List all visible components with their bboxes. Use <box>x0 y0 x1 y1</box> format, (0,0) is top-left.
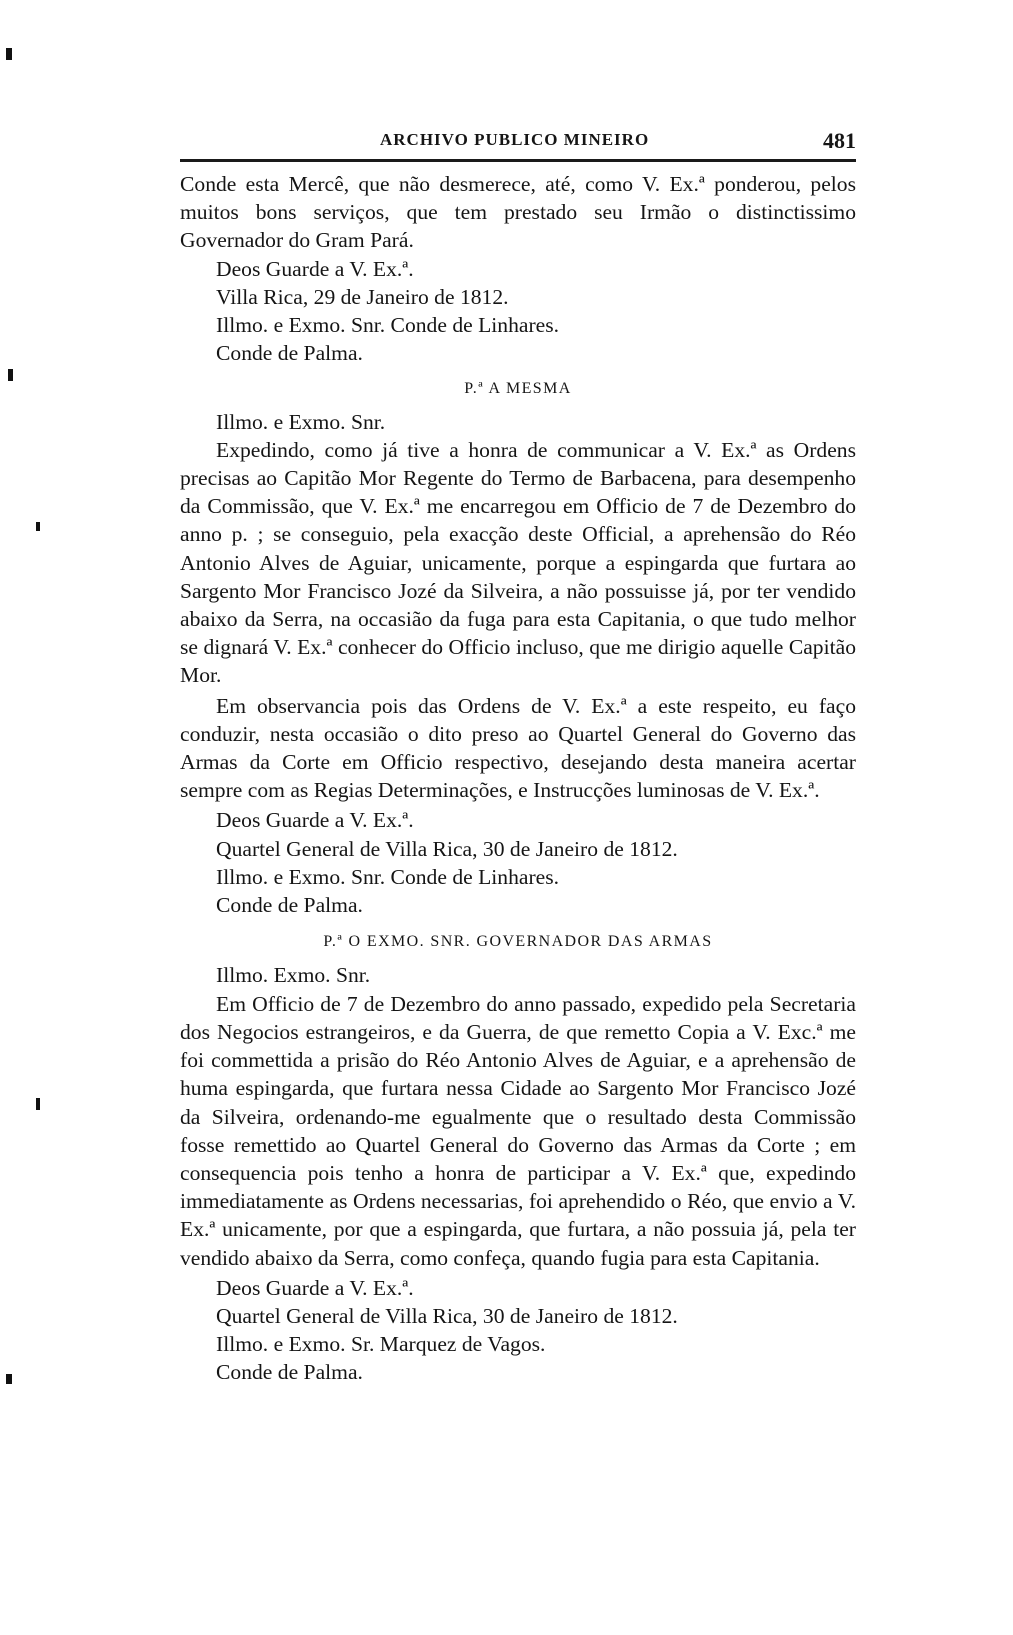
letter-2-place-date: Quartel General de Villa Rica, 30 de Janeiro de 1812. <box>216 836 678 861</box>
margin-mark-5 <box>6 1374 12 1384</box>
letter-2-paragraph-1: Expedindo, como já tive a honra de communicar a V. Ex.ª as Ordens precisas ao Capitão Mor Regente do Termo de Barbacena, para desempenho da Commissão, que V. Ex.ª me encarregou em Officio de 7 de Dezembro do anno p. ; se conseguio, pela exacção deste Official, a aprehensão do Réo Antonio Alves de Aguiar, unicamente, porque a espingarda que furtara ao Sargento Mor Francisco Jozé da Silveira, a não possuisse já, por ter vendido abaixo da Serra, na occasião da fuga para esta Capitania, o que tudo melhor se dignará V. Ex.ª conhecer do Officio incluso, que me dirigio aquelle Capitão Mor. <box>180 437 856 688</box>
letter-1-closing: Deos Guarde a V. Ex.ª. <box>216 256 414 281</box>
letter-2 <box>180 375 856 919</box>
header-rule <box>180 159 856 162</box>
letter-3 <box>180 928 856 1386</box>
letter-3-place-date: Quartel General de Villa Rica, 30 de Janeiro de 1812. <box>216 1303 678 1328</box>
letter-2-heading: P.ª A MESMA <box>464 380 572 398</box>
margin-mark-4 <box>36 1098 40 1110</box>
letter-3-closing: Deos Guarde a V. Ex.ª. <box>216 1275 414 1300</box>
margin-mark-1 <box>6 48 12 60</box>
letter-2-signature: Conde de Palma. <box>216 893 363 918</box>
letter-3-paragraph-1: Em Officio de 7 de Dezembro do anno passado, expedido pela Secretaria dos Negocios estrangeiros, e da Guerra, de que remetto Copia a V. Exc.ª me foi commettida a prisão do Réo Antonio Alves de Aguiar, e a aprehensão de huma espingarda, que furtara nessa Cidade ao Sargento Mor Francisco Jozé da Silveira, ordenando-me egualmente que o resultado desta Commissão fosse remettido ao Quartel General do Governo das Armas da Corte ; em consequencia pois tenho a honra de participar a V. Ex.ª que, expedindo immediatamente as Ordens necessarias, foi aprehendido o Réo, que envio a V. Ex.ª unicamente, por que a espingarda, que furtara, a não possuia já, pela ter vendido abaixo da Serra, como confeça, quando fugia para esta Capitania. <box>180 991 856 1270</box>
margin-mark-3 <box>36 522 40 531</box>
letter-3-signature: Conde de Palma. <box>216 1360 363 1385</box>
body-text <box>180 170 856 1387</box>
letter-2-closing: Deos Guarde a V. Ex.ª. <box>216 808 414 833</box>
letter-2-paragraph-2: Em observancia pois das Ordens de V. Ex.ª a este respeito, eu faço conduzir, nesta occasião o dito preso ao Quartel General do Governo das Armas da Corte em Officio respectivo, desejando desta maneira acertar sempre com as Regias Determinações, e Instrucções luminosas de V. Ex.ª. <box>180 693 856 803</box>
letter-2-addressee: Illmo. e Exmo. Snr. Conde de Linhares. <box>216 864 560 889</box>
letter-1-addressee: Illmo. e Exmo. Snr. Conde de Linhares. <box>216 313 560 338</box>
letter-1-continuation: Conde esta Mercê, que não desmerece, até, como V. Ex.ª ponderou, pelos muitos bons serviços, que tem prestado seu Irmão o distinctissimo Governador do Gram Pará. <box>180 172 856 253</box>
letter-1-signature: Conde de Palma. <box>216 341 363 366</box>
margin-mark-2 <box>8 369 13 381</box>
letter-3-salutation: Illmo. Exmo. Snr. <box>216 963 371 988</box>
letter-2-salutation: Illmo. e Exmo. Snr. <box>216 409 386 434</box>
letter-3-addressee: Illmo. e Exmo. Sr. Marquez de Vagos. <box>216 1332 546 1357</box>
running-head: ARCHIVO PUBLICO MINEIRO <box>380 130 650 149</box>
letter-1-place-date: Villa Rica, 29 de Janeiro de 1812. <box>216 284 509 309</box>
letter-1 <box>180 170 856 367</box>
page-header <box>180 128 856 158</box>
page-number: 481 <box>823 128 856 153</box>
letter-3-heading: P.ª O EXMO. SNR. GOVERNADOR DAS ARMAS <box>323 933 713 951</box>
